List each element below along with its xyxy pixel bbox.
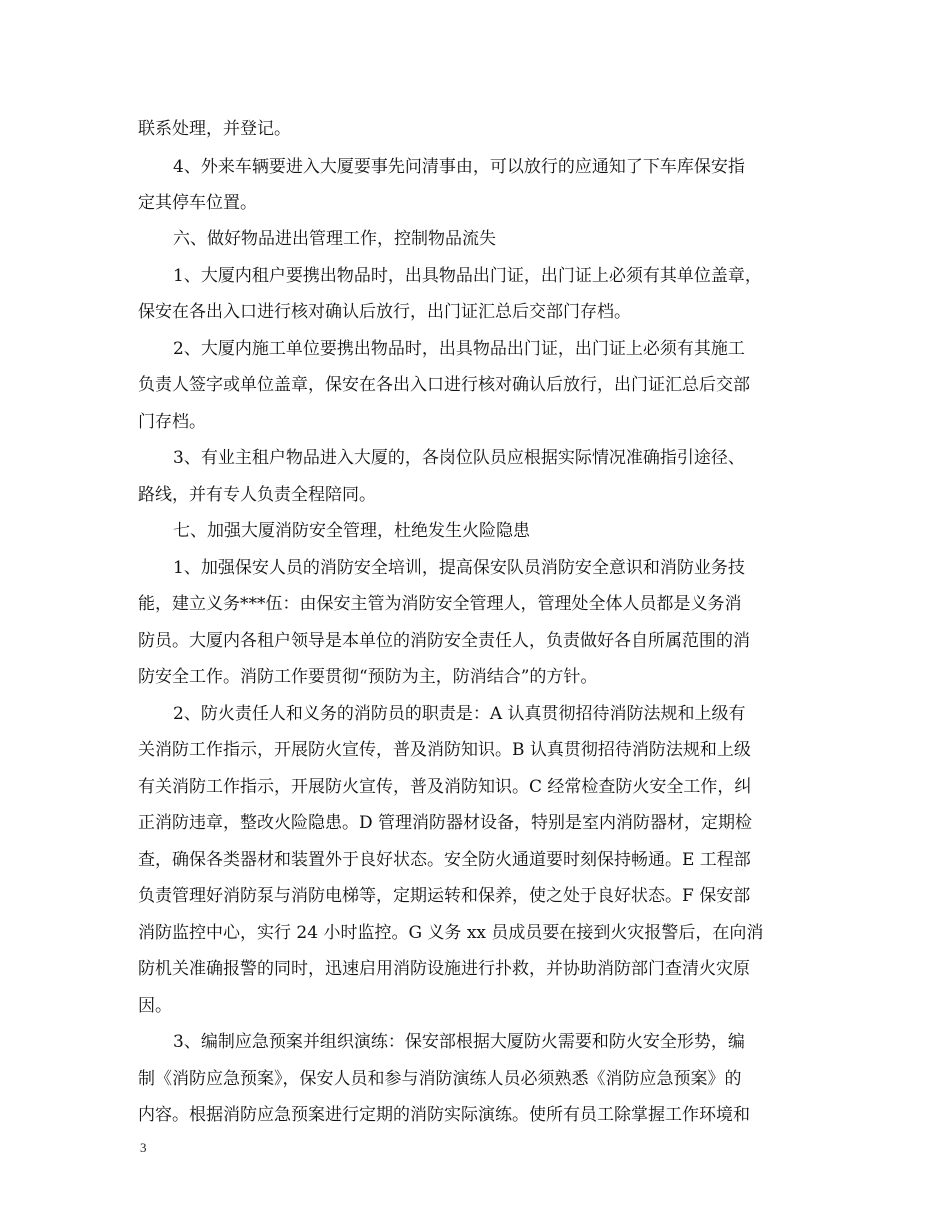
text-line: 4、外来车辆要进入大厦要事先问清事由，可以放行的应通知了下车库保安指 [173, 157, 745, 177]
text-line: 负责管理好消防泵与消防电梯等，定期运转和保养，使之处于良好状态。F 保安部 [138, 886, 751, 906]
text-line: 保安在各出入口进行核对确认后放行，出门证汇总后交部门存档。 [138, 302, 631, 322]
text-line: 路线，并有专人负责全程陪同。 [138, 485, 376, 505]
text-line: 3、有业主租户物品进入大厦的，各岗位队员应根据实际情况准确指引途径、 [173, 448, 745, 468]
text-line: 2、大厦内施工单位要携出物品时，出具物品出门证，出门证上必须有其施工 [173, 339, 745, 359]
page-number: 3 [140, 1140, 147, 1155]
text-line: 定其停车位置。 [138, 193, 257, 213]
text-line: 正消防违章，整改火险隐患。D 管理消防器材设备，特别是室内消防器材，定期检 [138, 813, 753, 833]
text-line: 关消防工作指示，开展防火宣传，普及消防知识。B 认真贯彻招待消防法规和上级 [138, 740, 751, 760]
section-heading: 七、加强大厦消防安全管理，杜绝发生火险隐患 [173, 521, 530, 541]
text-line: 负责人签字或单位盖章，保安在各出入口进行核对确认后放行，出门证汇总后交部 [138, 375, 750, 395]
text-line: 防员。大厦内各租户领导是本单位的消防安全责任人，负责做好各自所属范围的消 [138, 631, 750, 651]
text-line: 制《消防应急预案》，保安人员和参与消防演练人员必须熟悉《消防应急预案》的 [138, 1069, 742, 1089]
text-line: 3、编制应急预案并组织演练：保安部根据大厦防火需要和防火安全形势，编 [173, 1032, 745, 1052]
text-line: 防机关准确报警的同时，迅速启用消防设施进行扑救，并协助消防部门查清火灾原 [138, 959, 750, 979]
text-line: 内容。根据消防应急预案进行定期的消防实际演练。使所有员工除掌握工作环境和 [138, 1105, 750, 1125]
text-line: 防安全工作。消防工作要贯彻“预防为主，防消结合”的方针。 [138, 667, 598, 687]
text-line: 1、加强保安人员的消防安全培训，提高保安队员消防安全意识和消防业务技 [173, 558, 745, 578]
text-line: 能，建立义务***伍：由保安主管为消防安全管理人，管理处全体人员都是义务消 [138, 594, 742, 614]
text-line: 门存档。 [138, 412, 206, 432]
text-line: 有关消防工作指示，开展防火宣传，普及消防知识。C 经常检查防火安全工作，纠 [138, 777, 752, 797]
text-line: 1、大厦内租户要携出物品时，出具物品出门证，出门证上必须有其单位盖章， [173, 266, 762, 286]
text-line: 联系处理，并登记。 [138, 119, 291, 139]
text-line: 消防监控中心，实行 24 小时监控。G 义务 xx 员成员要在接到火灾报警后，在向消 [138, 923, 764, 943]
text-line: 因。 [138, 996, 172, 1016]
text-line: 查，确保各类器材和装置外于良好状态。安全防火通道要时刻保持畅通。E 工程部 [138, 850, 751, 870]
text-line: 2、防火责任人和义务的消防员的职责是：A 认真贯彻招待消防法规和上级有 [173, 704, 746, 724]
section-heading: 六、做好物品进出管理工作，控制物品流失 [173, 229, 496, 249]
